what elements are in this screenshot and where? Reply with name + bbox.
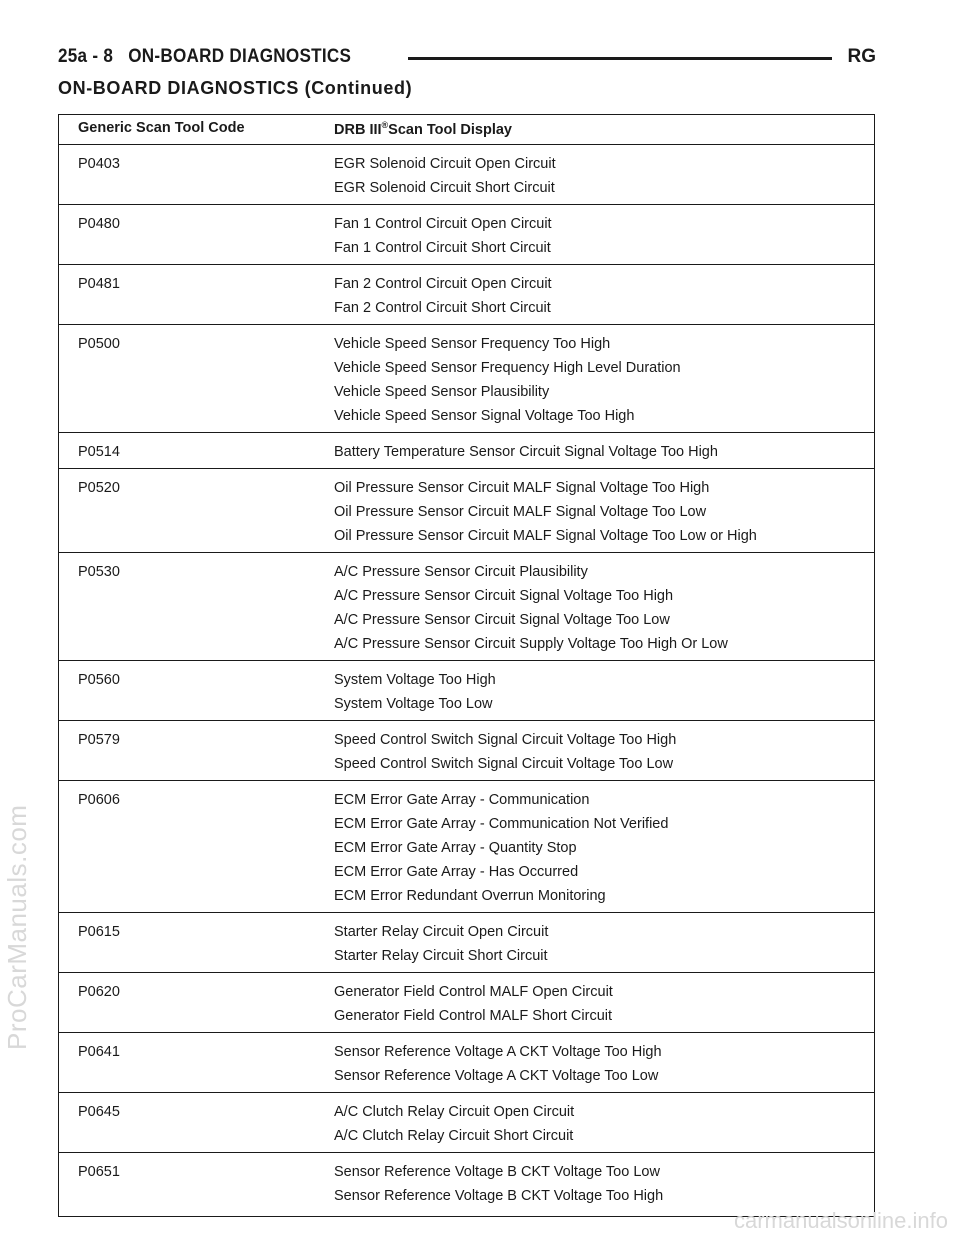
table-row xyxy=(59,204,875,264)
dtc-code-cell xyxy=(59,468,335,552)
table-row xyxy=(59,324,875,432)
dtc-code-cell xyxy=(59,264,335,324)
dtc-description: Generator Field Control MALF Open Circuit xyxy=(334,983,613,1000)
dtc-description: A/C Pressure Sensor Circuit Signal Voltage Too High xyxy=(334,587,674,604)
dtc-description: EGR Solenoid Circuit Open Circuit xyxy=(334,155,556,172)
table-row xyxy=(59,972,875,1032)
dtc-code-cell xyxy=(59,324,335,432)
dtc-description-cell xyxy=(334,972,875,1032)
dtc-description: Oil Pressure Sensor Circuit MALF Signal Voltage Too Low xyxy=(334,503,707,520)
dtc-description: Sensor Reference Voltage A CKT Voltage Too High xyxy=(334,1043,662,1060)
dtc-description: A/C Pressure Sensor Circuit Plausibility xyxy=(334,563,588,580)
registered-mark: ® xyxy=(381,120,389,130)
dtc-code: P0480 xyxy=(78,215,120,232)
dtc-description-cell xyxy=(334,720,875,780)
dtc-code: P0530 xyxy=(78,563,120,580)
dtc-description: A/C Pressure Sensor Circuit Supply Voltage Too High Or Low xyxy=(334,635,728,652)
page-ref: 25a - 8 xyxy=(58,46,114,67)
chapter-title: ON-BOARD DIAGNOSTICS xyxy=(128,46,352,67)
header-left xyxy=(58,46,358,68)
column-header-code: Generic Scan Tool Code xyxy=(59,115,335,145)
dtc-description: EGR Solenoid Circuit Short Circuit xyxy=(334,179,555,196)
dtc-description: Fan 1 Control Circuit Short Circuit xyxy=(334,239,551,256)
dtc-code-cell xyxy=(59,204,335,264)
table-row xyxy=(59,264,875,324)
dtc-code: P0579 xyxy=(78,731,120,748)
dtc-description: System Voltage Too Low xyxy=(334,695,493,712)
table-row xyxy=(59,468,875,552)
dtc-description-cell xyxy=(334,1152,875,1216)
dtc-code: P0481 xyxy=(78,275,120,292)
dtc-code-cell xyxy=(59,1092,335,1152)
dtc-description: Fan 2 Control Circuit Open Circuit xyxy=(334,275,552,292)
dtc-code-cell xyxy=(59,972,335,1032)
dtc-code: P0403 xyxy=(78,155,120,172)
table-row xyxy=(59,1032,875,1092)
dtc-description: Sensor Reference Voltage A CKT Voltage Too Low xyxy=(334,1067,659,1084)
dtc-description: Speed Control Switch Signal Circuit Voltage Too High xyxy=(334,731,677,748)
dtc-code: P0615 xyxy=(78,923,120,940)
table-header-row xyxy=(59,115,875,145)
dtc-description: A/C Clutch Relay Circuit Open Circuit xyxy=(334,1103,575,1120)
table-row xyxy=(59,780,875,912)
dtc-code: P0560 xyxy=(78,671,120,688)
scan-tool-display-label: Scan Tool Display xyxy=(388,121,512,138)
side-watermark: ProCarManuals.com xyxy=(2,804,32,1050)
dtc-description: Vehicle Speed Sensor Plausibility xyxy=(334,383,550,400)
dtc-description: Speed Control Switch Signal Circuit Voltage Too Low xyxy=(334,755,674,772)
table-row xyxy=(59,1092,875,1152)
dtc-code-cell xyxy=(59,1032,335,1092)
dtc-description: Vehicle Speed Sensor Signal Voltage Too High xyxy=(334,407,635,424)
bottom-watermark: carmanualsonline.info xyxy=(733,1208,948,1233)
dtc-code: P0651 xyxy=(78,1163,120,1180)
dtc-description-cell xyxy=(334,1032,875,1092)
dtc-description-cell xyxy=(334,468,875,552)
dtc-description-cell xyxy=(334,552,875,660)
dtc-description: ECM Error Redundant Overrun Monitoring xyxy=(334,887,606,904)
dtc-description: Starter Relay Circuit Open Circuit xyxy=(334,923,549,940)
dtc-description: ECM Error Gate Array - Communication Not Verified xyxy=(334,815,669,832)
dtc-code: P0520 xyxy=(78,479,120,496)
table-row xyxy=(59,912,875,972)
dtc-code: P0514 xyxy=(78,443,120,460)
dtc-description: Fan 1 Control Circuit Open Circuit xyxy=(334,215,552,232)
dtc-description: Starter Relay Circuit Short Circuit xyxy=(334,947,548,964)
table-row xyxy=(59,1152,875,1216)
dtc-description: System Voltage Too High xyxy=(334,671,496,688)
dtc-description: Oil Pressure Sensor Circuit MALF Signal Voltage Too Low or High xyxy=(334,527,757,544)
model-code: RG xyxy=(840,46,877,68)
table-body xyxy=(59,144,875,1216)
dtc-code: P0606 xyxy=(78,791,120,808)
dtc-code-cell xyxy=(59,660,335,720)
dtc-description-cell xyxy=(334,912,875,972)
dtc-description: Vehicle Speed Sensor Frequency Too High xyxy=(334,335,611,352)
dtc-code-cell xyxy=(59,552,335,660)
dtc-code: P0641 xyxy=(78,1043,120,1060)
dtc-description-cell xyxy=(334,324,875,432)
dtc-code: P0620 xyxy=(78,983,120,1000)
dtc-description: Generator Field Control MALF Short Circuit xyxy=(334,1007,613,1024)
dtc-code: P0645 xyxy=(78,1103,120,1120)
dtc-code-cell xyxy=(59,720,335,780)
dtc-description-cell xyxy=(334,204,875,264)
table-row xyxy=(59,660,875,720)
dtc-description: Sensor Reference Voltage B CKT Voltage Too Low xyxy=(334,1163,660,1180)
dtc-table xyxy=(58,114,875,1217)
dtc-description-cell xyxy=(334,264,875,324)
dtc-description-cell xyxy=(334,780,875,912)
dtc-description-cell xyxy=(334,144,875,204)
dtc-description: A/C Clutch Relay Circuit Short Circuit xyxy=(334,1127,574,1144)
dtc-description: Vehicle Speed Sensor Frequency High Level Duration xyxy=(334,359,681,376)
dtc-description-cell xyxy=(334,432,875,468)
table-row xyxy=(59,432,875,468)
dtc-code-cell xyxy=(59,780,335,912)
dtc-code-cell xyxy=(59,1152,335,1216)
dtc-description-cell xyxy=(334,660,875,720)
dtc-description: A/C Pressure Sensor Circuit Signal Voltage Too Low xyxy=(334,611,670,628)
dtc-code-cell xyxy=(59,432,335,468)
dtc-description: Oil Pressure Sensor Circuit MALF Signal Voltage Too High xyxy=(334,479,710,496)
table-row xyxy=(59,144,875,204)
dtc-code: P0500 xyxy=(78,335,120,352)
section-title: ON-BOARD DIAGNOSTICS (Continued) xyxy=(58,78,413,98)
dtc-description-cell xyxy=(334,1092,875,1152)
dtc-description: Fan 2 Control Circuit Short Circuit xyxy=(334,299,551,316)
table-row xyxy=(59,552,875,660)
table-row xyxy=(59,720,875,780)
page-header xyxy=(58,44,876,72)
dtc-code-cell xyxy=(59,144,335,204)
dtc-description: Battery Temperature Sensor Circuit Signal Voltage Too High xyxy=(334,443,718,460)
dtc-description: ECM Error Gate Array - Quantity Stop xyxy=(334,839,577,856)
dtc-code-cell xyxy=(59,912,335,972)
dtc-description: ECM Error Gate Array - Communication xyxy=(334,791,590,808)
column-header-display xyxy=(334,115,875,145)
dtc-description: Sensor Reference Voltage B CKT Voltage Too High xyxy=(334,1187,664,1204)
drb-label: DRB III xyxy=(334,121,382,138)
header-rule xyxy=(408,57,832,60)
dtc-description: ECM Error Gate Array - Has Occurred xyxy=(334,863,579,880)
